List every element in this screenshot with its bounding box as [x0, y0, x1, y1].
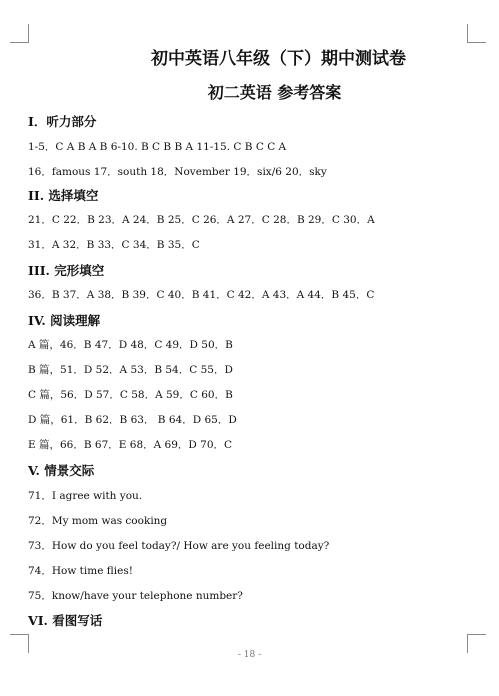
section-heading-multiple-choice: II. 选择填空 [28, 188, 99, 203]
answer-row: 1-5．C A B A B 6-10. B C B B A 11-15. C B C C A [28, 141, 287, 153]
section-heading-picture-writing: VI. 看图写话 [28, 613, 103, 628]
answer-row: 72．My mom was cooking [28, 515, 168, 527]
answer-row: E 篇，66．B 67．E 68．A 69．D 70．C [28, 439, 233, 451]
document-subtitle: 初二英语 参考答案 [207, 83, 342, 102]
answer-row: C 篇，56．D 57．C 58．A 59．C 60．B [28, 389, 233, 401]
answer-row: 16．famous 17．south 18．November 19．six/6 20．sky [28, 166, 327, 178]
section-heading-dialogue: V. 情景交际 [28, 463, 95, 478]
document-title: 初中英语八年级（下）期中测试卷 [151, 49, 406, 69]
page-number: - 18 - [237, 650, 262, 660]
answer-row: 21．C 22．B 23．A 24．B 25．C 26．A 27．C 28．B 29．C 30．A [28, 214, 375, 226]
section-heading-reading: IV. 阅读理解 [28, 313, 101, 328]
section-heading-cloze: III. 完形填空 [28, 263, 105, 278]
answer-row: B 篇，51．D 52．A 53．B 54．C 55．D [28, 364, 233, 376]
answer-row: D 篇，61．B 62．B 63． B 64．D 65．D [28, 414, 237, 426]
answer-row: 71．I agree with you. [28, 490, 143, 502]
answer-row: A 篇，46．B 47．D 48．C 49．D 50．B [28, 339, 233, 351]
answer-row: 74．How time flies! [28, 565, 133, 577]
answer-row: 73．How do you feel today?/ How are you feeling today? [28, 540, 330, 552]
answer-row: 31．A 32．B 33．C 34．B 35．C [28, 239, 200, 251]
crop-mark-top-left [10, 24, 29, 43]
crop-mark-top-right [467, 24, 486, 43]
section-heading-listening: Ⅰ．听力部分 [28, 114, 97, 129]
answer-row: 36．B 37．A 38．B 39．C 40．B 41．C 42．A 43．A 44．B 45．C [28, 289, 375, 301]
answer-row: 75．know/have your telephone number? [28, 590, 243, 602]
